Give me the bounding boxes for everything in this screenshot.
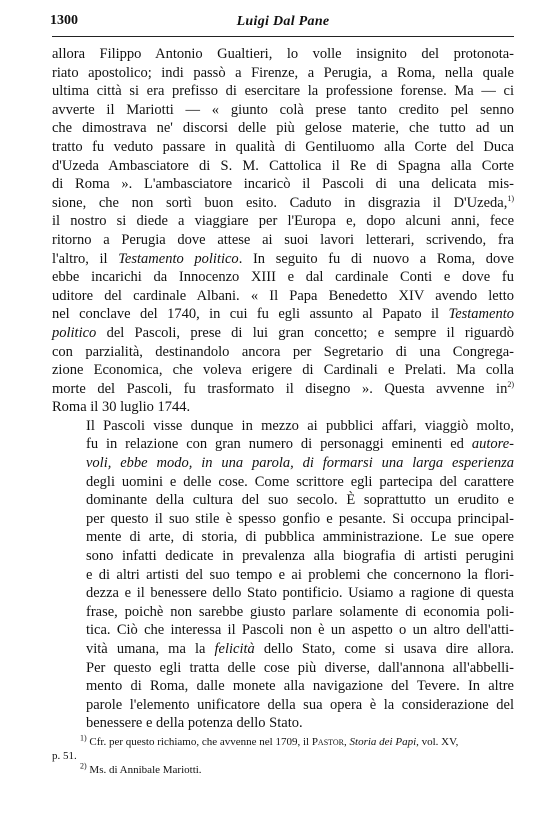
text-line: Per questo egli tratta delle cose più diverse, dall'annona all'abbelli-	[86, 659, 514, 676]
footnote-2	[52, 763, 514, 777]
footnote-1	[52, 735, 514, 749]
text-line-with-footnote	[52, 194, 514, 213]
text-line: riato apostolico; indi passò a Firenze, a Perugia, a Roma, nella quale	[52, 64, 514, 81]
text-line: che dimostrava ne' discorsi delle più gelose materie, che tutto ad un	[52, 120, 514, 137]
footnote-marker: 2)	[80, 761, 87, 771]
text-line: di Roma ». L'ambasciatore incaricò il Pascoli di una delicata mis-	[52, 176, 514, 193]
footnote-marker: 1)	[80, 733, 87, 743]
text-line: con parzialità, destinandolo ancora per Segretario di una Congrega-	[52, 343, 514, 360]
page-number: 1300	[50, 13, 78, 28]
text-line: zione Economica, che voleva erigere di Cardinali e Prelati. Ma colla	[52, 362, 514, 379]
text-line: mente di arte, di storia, di pubblica amministrazione. Le sue opere	[86, 529, 514, 546]
text-line: tratto fu veduto passare in qualità di Gentiluomo alla Corte del Duca	[52, 138, 514, 155]
footnote-text: Ms. di Annibale Mariotti.	[89, 764, 202, 776]
text-line: politico del Pascoli, prese di lui gran concetto; e sempre il riguardò	[52, 324, 514, 341]
page-body	[52, 10, 514, 733]
footnotes	[52, 735, 514, 777]
text-line: avverte il Mariotti — « giunto colà prese tanto credito pel senno	[52, 101, 514, 118]
text-line: per questo il suo stile è spesso gonfio e pesante. Si occupa principal-	[86, 510, 514, 527]
footnote-1-continuation: p. 51.	[52, 750, 77, 762]
text-segment: morte del Pascoli, fu trasformato il disegno ». Questa avvenne in	[52, 380, 508, 397]
paragraph-2	[52, 417, 514, 733]
main-text	[52, 45, 514, 733]
text-line: dominante della cultura del suo secolo. È soprattutto un erudito e	[86, 492, 514, 509]
text-segment: sione, che non sortì buon esito. Caduto in disgrazia il D'Uzeda,	[52, 194, 508, 211]
text-line: degli uomini e delle cose. Come scrittore egli partecipa del carattere	[86, 473, 514, 490]
text-line: il nostro si diede a viaggiare per l'Europa e, dopo alcuni anni, fece	[52, 213, 514, 230]
text-line: ritorno a Perugia dove attese ai suoi lavori letterari, scrivendo, fra	[52, 231, 514, 248]
text-line: e di altri artisti del suo tempo e ai problemi che concernono la flori-	[86, 566, 514, 583]
footnote-text: , vol. XV,	[416, 736, 459, 748]
text-line: d'Uzeda Ambasciatore di S. M. Cattolica il Re di Spagna alla Corte	[52, 157, 514, 174]
text-line: benessere e della potenza dello Stato.	[86, 715, 303, 732]
footnote-text: Cfr. per questo richiamo, che avvenne nel 1709, il	[89, 736, 312, 748]
paragraph-1	[52, 45, 514, 417]
text-line: sono infatti dedicate in prevalenza alla biografia di artisti perugini	[86, 548, 514, 565]
text-line: dezza e il benessere dello Stato pontificio. Usiamo a ragione di questa	[86, 585, 514, 602]
text-line: parole l'elemento unificatore della sua opera è la considerazione del	[86, 696, 514, 713]
footnote-text: ,	[344, 736, 350, 748]
text-line: mento di Roma, dalle monete alla navigazione del Tevere. In altre	[86, 678, 514, 695]
text-line: uditore del cardinale Albani. « Il Papa Benedetto XIV avendo letto	[52, 287, 514, 304]
text-line-with-footnote	[52, 380, 514, 399]
text-line: ebbe incarichi da Innocenzo XIII e dal cardinale Conti e dove fu	[52, 269, 514, 286]
footnote-title: Storia dei Papi	[349, 736, 417, 748]
text-line: tica. Ciò che interessa il Pascoli non è un aspetto o un altro dell'atti-	[86, 622, 514, 639]
text-line: vità umana, ma la felicità dello Stato, come si usava dire allora.	[86, 641, 515, 657]
text-line: fu in relazione con gran numero di personaggi eminenti ed autore-	[86, 436, 514, 453]
text-line: voli, ebbe modo, in una parola, di formarsi una larga esperienza	[86, 455, 514, 472]
text-line: Il Pascoli visse dunque in mezzo ai pubblici affari, viaggiò molto,	[86, 417, 514, 434]
text-line: allora Filippo Antonio Gualtieri, lo volle insignito del protonota-	[52, 46, 514, 62]
text-line: frase, poichè non sarebbe giusto parlare solamente di economia poli-	[86, 603, 514, 620]
text-line: nel conclave del 1740, in cui fu egli assunto al Papato il Testamento	[52, 306, 514, 323]
text-line: Roma il 30 luglio 1744.	[52, 399, 191, 416]
footnote-author: Pastor	[311, 736, 345, 748]
footnote-reference[interactable]: 1)	[507, 193, 514, 203]
running-header	[52, 10, 514, 37]
running-title: Luigi Dal Pane	[236, 14, 330, 29]
text-line: ultima città si era prefisso di esercitare la professione forense. Ma — ci	[52, 83, 514, 100]
text-line: l'altro, il Testamento politico. In seguito fu di nuovo a Roma, dove	[52, 250, 514, 267]
footnote-reference[interactable]: 2)	[507, 379, 514, 389]
